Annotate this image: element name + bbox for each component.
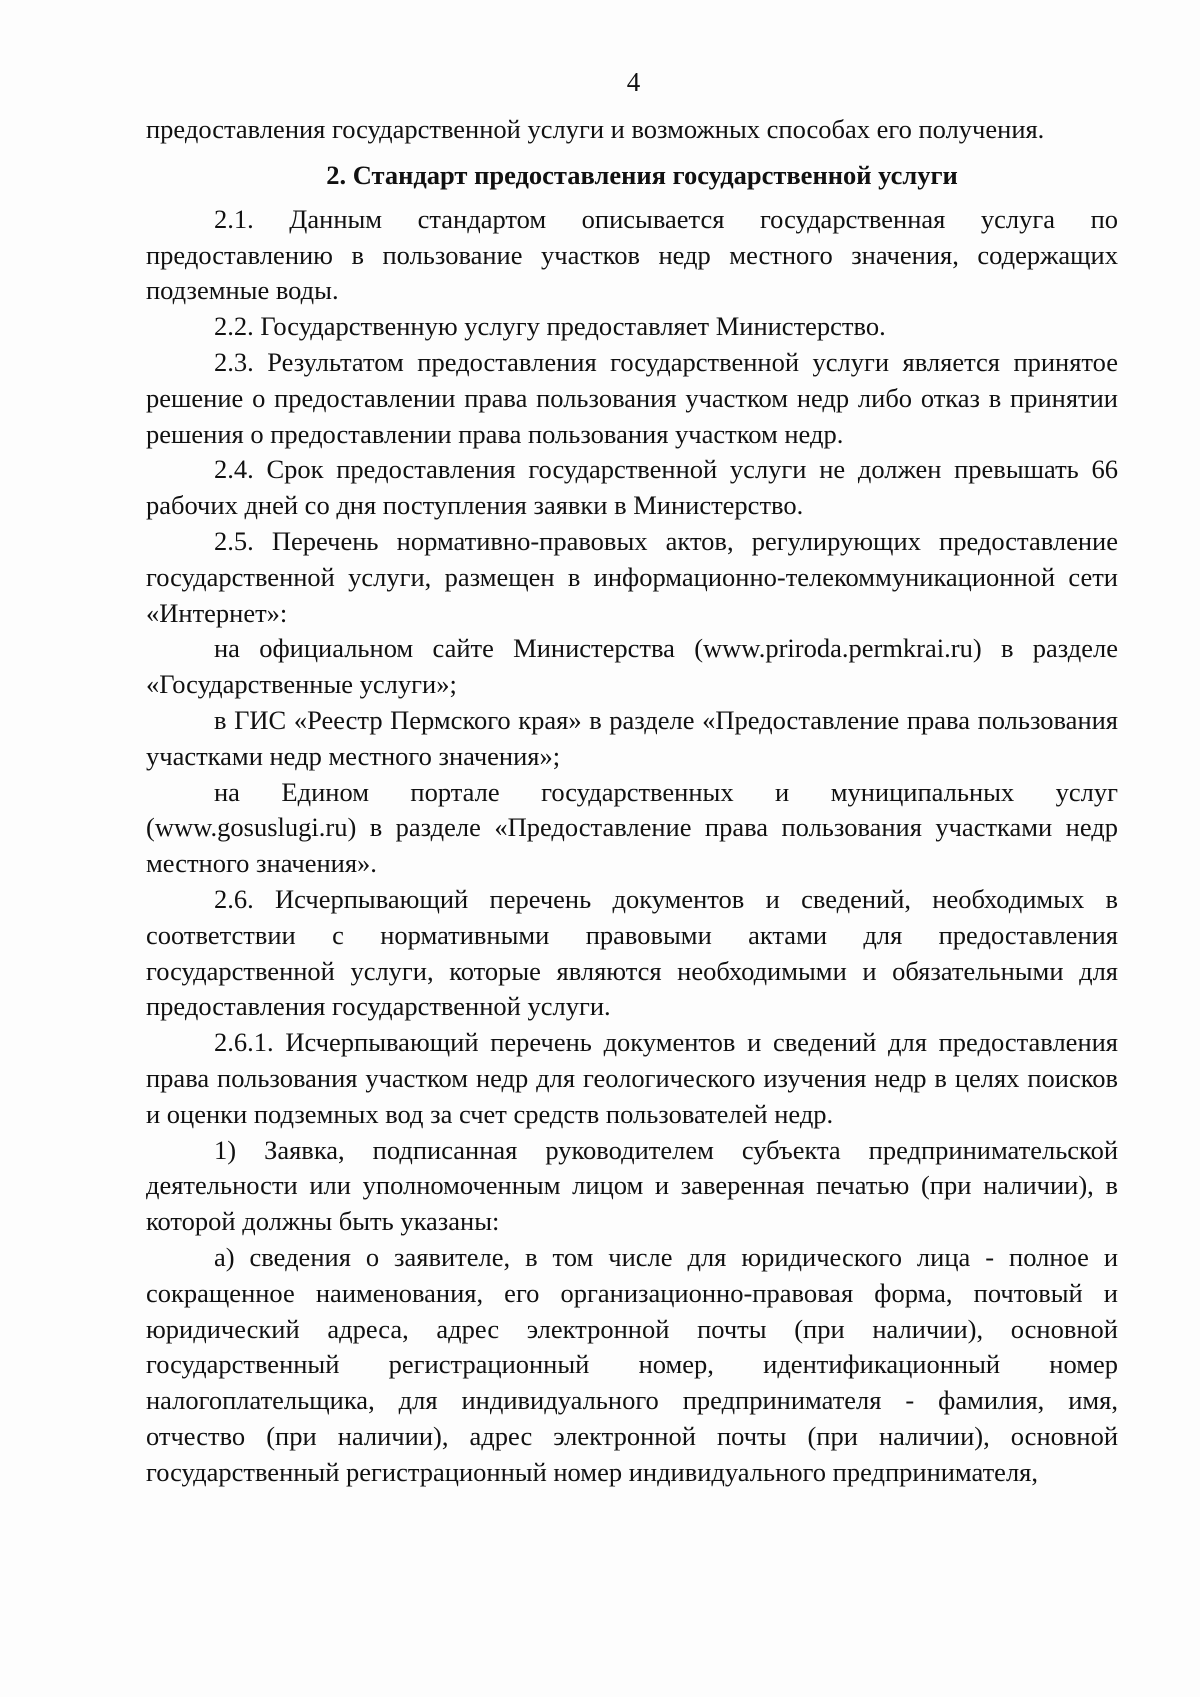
paragraph-2-2: 2.2. Государственную услугу предоставляет Министерство. bbox=[214, 311, 886, 342]
section-title: 2. Стандарт предоставления государственной услуги bbox=[326, 159, 958, 190]
intro-line: предоставления государственной услуги и возможных способах его получения. bbox=[146, 114, 1045, 144]
list-item-ministry-site: на официальном сайте Министерства (www.priroda.permkrai.ru) в разделе «Государственные услуги»; bbox=[146, 633, 1118, 700]
paragraph-item-1: 1) Заявка, подписанная руководителем субъекта предпринимательской деятельности или уполномоченным лицом и заверенная печатью (при наличии), в которой должны быть указаны: bbox=[146, 1134, 1118, 1237]
paragraph-2-6: 2.6. Исчерпывающий перечень документов и сведений, необходимых в соответствии с нормативными правовыми актами для предоставления государственной услуги, которые являются необходимыми и обязательными для предоставления государственной услуги. bbox=[146, 883, 1118, 1022]
paragraph-2-5: 2.5. Перечень нормативно-правовых актов, регулирующих предоставление государственной услуги, размещен в информационно-телекоммуникационной сети «Интернет»: bbox=[146, 525, 1118, 628]
document-body bbox=[146, 112, 1118, 1490]
paragraph-item-a: а) сведения о заявителе, в том числе для юридического лица - полное и сокращенное наименования, его организационно-правовая форма, почтовый и юридический адреса, адрес электронной почты (при наличии), основной государственный регистрационный номер, идентификационный номер налогоплательщика, для индивидуального предпринимателя - фамилия, имя, отчество (при наличии), адрес электронной почты (при наличии), основной государственный регистрационный номер индивидуального предпринимателя, bbox=[146, 1241, 1118, 1487]
list-item-gosuslugi: на Едином портале государственных и муниципальных услуг (www.gosuslugi.ru) в разделе «Предоставление права пользования участками недр местного значения». bbox=[146, 776, 1118, 879]
paragraph-2-3: 2.3. Результатом предоставления государственной услуги является принятое решение о предоставлении права пользования участком недр либо отказ в принятии решения о предоставлении права пользования участком недр. bbox=[146, 346, 1118, 449]
paragraph-2-6-1: 2.6.1. Исчерпывающий перечень документов и сведений для предоставления права пользования участком недр для геологического изучения недр в целях поисков и оценки подземных вод за счет средств пользователей недр. bbox=[146, 1027, 1118, 1129]
paragraph-2-1: 2.1. Данным стандартом описывается государственная услуга по предоставлению в пользование участков недр местного значения, содержащих подземные воды. bbox=[146, 203, 1118, 306]
page-number: 4 bbox=[626, 67, 641, 97]
list-item-gis-registry: в ГИС «Реестр Пермского края» в разделе «Предоставление права пользования участками недр местного значения»; bbox=[146, 704, 1118, 771]
paragraph-2-4: 2.4. Срок предоставления государственной услуги не должен превышать 66 рабочих дней со дня поступления заявки в Министерство. bbox=[146, 454, 1118, 521]
